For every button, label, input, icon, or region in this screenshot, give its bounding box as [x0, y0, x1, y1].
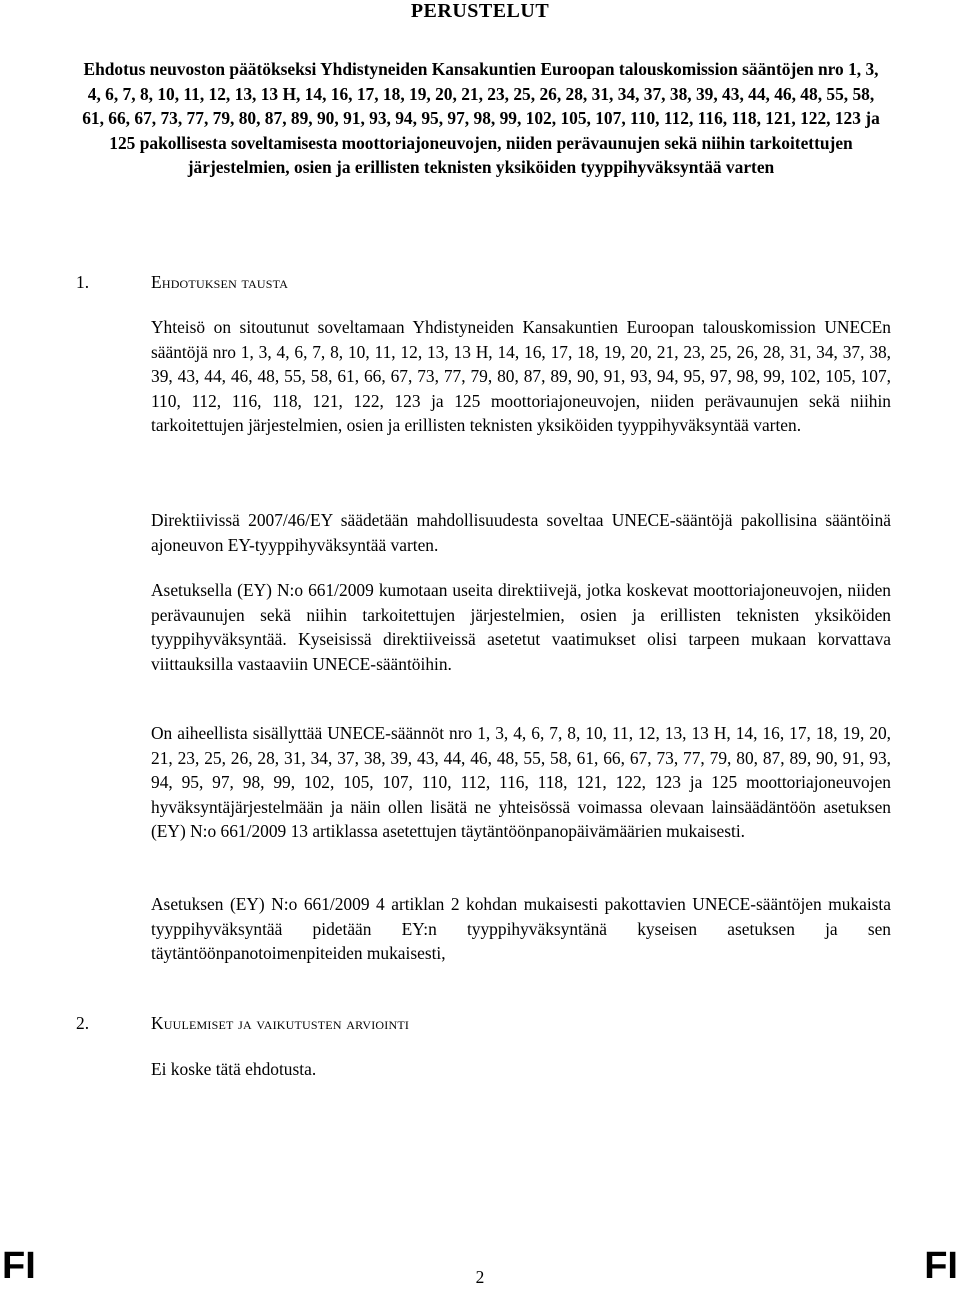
document-title: Ehdotus neuvoston päätökseksi Yhdistyneiden Kansakuntien Euroopan talouskomission sääntöjen nro 1, 3, 4, 6, 7, 8, 10, 11, 12, 13, 13 H, 14, 16, 17, 18, 19, 20, 21, 23, 25, 26, 28, 31, 34, 37, 38, 39, 43, 44, 46, 48, 55, 58, 61, 66, 67, 73, 77, 79, 80, 87, 89, 90, 91, 93, 94, 95, 97, 98, 99, 102, 105, 107, 110, 112, 116, 118, 121, 122, 123 ja 125 pakollisesta soveltamisesta moottoriajoneuvojen, niiden perävaunujen sekä niihin tarkoitettujen järjestelmien, osien ja erillisten teknisten yksiköiden tyyppihyväksyntää varten: [82, 59, 880, 177]
footer-language-right: FI: [924, 1245, 958, 1287]
section-2-number: 2.: [76, 1013, 90, 1033]
section-1-number: 1.: [76, 272, 90, 292]
section-1-paragraph-5: Asetuksen (EY) N:o 661/2009 4 artiklan 2 kohdan mukaisesti pakottavien UNECE-sääntöjen mukaista tyyppihyväksyntää pidetään EY:n tyyppihyväksyntänä kyseisen asetuksen ja sen täytäntöönpanotoimenpiteiden mukaisesti,: [151, 894, 891, 963]
page-number: 2: [475, 1267, 485, 1287]
section-1-paragraph-2: Direktiivissä 2007/46/EY säädetään mahdollisuudesta soveltaa UNECE-sääntöjä pakollisina sääntöinä ajoneuvon EY-tyyppihyväksyntää varten.: [151, 510, 891, 555]
section-2-title: Kuulemiset ja vaikutusten arviointi: [151, 1013, 410, 1033]
section-2-paragraph-1: Ei koske tätä ehdotusta.: [151, 1059, 317, 1079]
section-1-paragraph-4: On aiheellista sisällyttää UNECE-säännöt nro 1, 3, 4, 6, 7, 8, 10, 11, 12, 13, 13 H, 14, 16, 17, 18, 19, 20, 21, 23, 25, 26, 28, 31, 34, 37, 38, 39, 43, 44, 46, 48, 55, 58, 61, 66, 67, 73, 77, 79, 80, 87, 89, 90, 91, 93, 94, 95, 97, 98, 99, 102, 105, 107, 110, 112, 116, 118, 121, 122, 123 ja 125 moottoriajoneuvojen hyväksyntäjärjestelmään ja näin ollen lisätä ne yhteisössä voimassa olevaan lainsäädäntöön asetuksen (EY) N:o 661/2009 13 artiklassa asetettujen täytäntöönpanopäivämäärien mukaisesti.: [151, 723, 891, 841]
section-1-title: Ehdotuksen tausta: [151, 272, 289, 292]
footer-language-left: FI: [2, 1245, 36, 1287]
section-1-paragraph-1: Yhteisö on sitoutunut soveltamaan Yhdistyneiden Kansakuntien Euroopan talouskomission UNECEn sääntöjä nro 1, 3, 4, 6, 7, 8, 10, 11, 12, 13, 13 H, 14, 16, 17, 18, 19, 20, 21, 23, 25, 26, 28, 31, 34, 37, 38, 39, 43, 44, 46, 48, 55, 58, 61, 66, 67, 73, 77, 79, 80, 87, 89, 90, 91, 93, 94, 95, 97, 98, 99, 102, 105, 107, 110, 112, 116, 118, 121, 122, 123 ja 125 moottoriajoneuvojen, niiden perävaunujen sekä niihin tarkoitettujen järjestelmien, osien ja erillisten teknisten yksiköiden tyyppihyväksyntää varten.: [151, 317, 891, 435]
page-heading: PERUSTELUT: [410, 0, 550, 22]
section-1-heading: [76, 270, 886, 294]
section-1-paragraph-3: Asetuksella (EY) N:o 661/2009 kumotaan useita direktiivejä, jotka koskevat moottoriajoneuvojen, niiden perävaunujen sekä niihin tarkoitettujen järjestelmien, osien ja erillisten teknisten yksiköiden tyyppihyväksyntää. Kyseisissä direktiiveissä asetetut vaatimukset olisi tarpeen mukaan korvattava viittauksilla vastaaviin UNECE-sääntöihin.: [151, 580, 891, 674]
section-2-heading: [76, 1011, 886, 1035]
